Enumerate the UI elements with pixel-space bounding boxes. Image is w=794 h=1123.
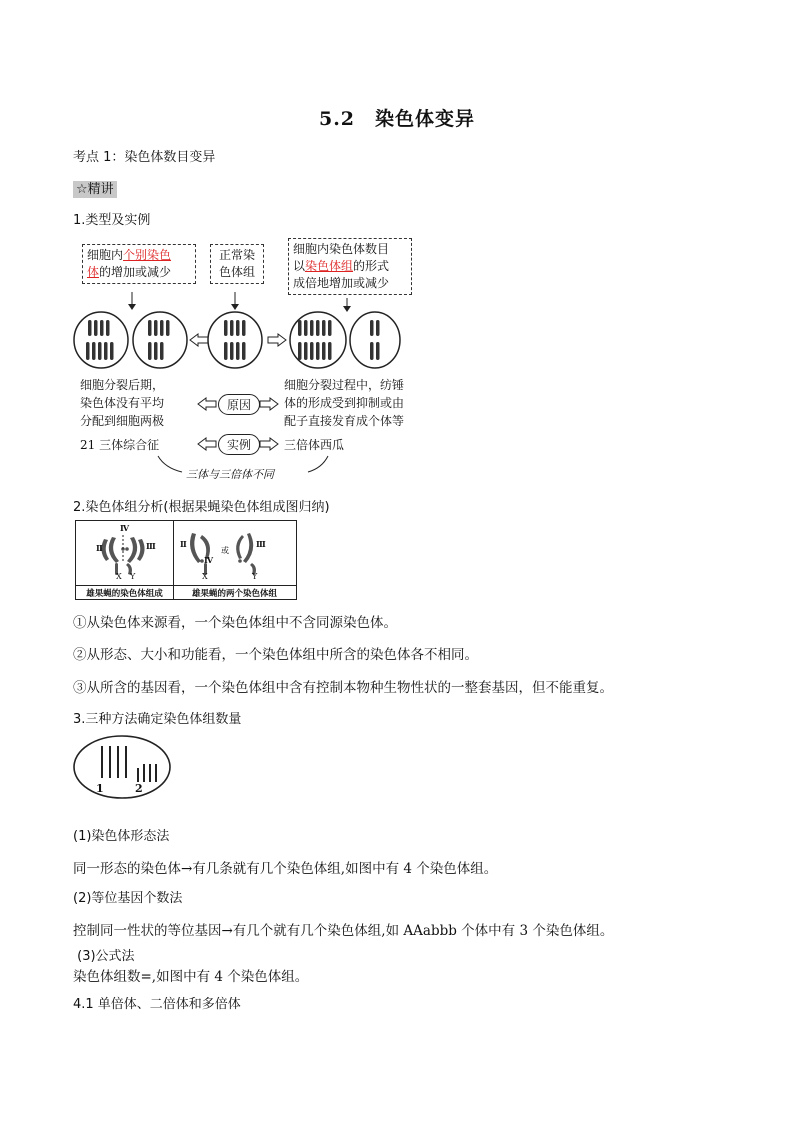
heading-ploidy: 4.1 单倍体、二倍体和多倍体 xyxy=(73,997,241,1012)
example-right: 三倍体西瓜 xyxy=(284,438,345,452)
badge-label: ☆精讲 xyxy=(73,181,117,198)
handwritten-note: 三体与三倍体不同 xyxy=(186,468,274,481)
label-x: X xyxy=(116,572,122,581)
cell-2 xyxy=(133,312,187,368)
label-iv-right: Ⅳ xyxy=(204,555,214,565)
method-3-text: 染色体组数=,如图中有 4 个染色体组。 xyxy=(73,969,309,985)
method-2-text: 控制同一性状的等位基因→有几个就有几个染色体组,如 AAabbb 个体中有 3 个染色体组。 xyxy=(73,923,614,939)
point-3: ③从所含的基因看，一个染色体组中含有控制本物种生物性状的一整套基因，但不能重复。 xyxy=(73,680,613,696)
box-right-line-2 xyxy=(293,258,407,275)
box-right-line-1: 细胞内染色体数目 xyxy=(293,242,390,256)
pill-example: 实例 xyxy=(218,434,260,455)
box-right-pre: 以 xyxy=(293,259,306,273)
box-right-line-3: 成倍地增加或减少 xyxy=(293,276,390,290)
example-left: 21 三体综合征 xyxy=(80,438,160,452)
box-left-text-2: 的增加或减少 xyxy=(99,265,172,279)
cause-right-line-3: 配子直接发育成个体等 xyxy=(284,414,405,428)
box-normal-set: 正常染色体组 xyxy=(210,244,264,284)
fruit-fly-figure xyxy=(75,520,297,600)
box-left-red-1: 个别染色 xyxy=(123,248,172,262)
box-left-text-1: 细胞内 xyxy=(87,248,124,262)
badge-jingjiang xyxy=(73,178,117,197)
cause-left-line-1: 细胞分裂后期， xyxy=(80,378,165,392)
section-heading: 考点 1：染色体数目变异 xyxy=(73,150,216,165)
heading-chromosome-set: 2.染色体组分析(根据果蝇染色体组成图归纳) xyxy=(73,500,330,515)
page-title: 5.2 染色体变异 xyxy=(318,108,476,130)
fly-caption-right: 雄果蝇的两个染色体组 xyxy=(191,589,277,599)
label-y-right: Y xyxy=(252,572,258,581)
cause-right-line-1: 细胞分裂过程中，纺锤 xyxy=(284,378,405,392)
heading-types: 1.类型及实例 xyxy=(73,213,151,228)
cell-5 xyxy=(350,312,400,368)
box-right-red: 染色体组 xyxy=(305,259,354,273)
cause-right-line-2: 体的形成受到抑制或由 xyxy=(284,396,405,410)
oval-label-2: 2 xyxy=(135,782,143,795)
caption-cell-right xyxy=(173,585,296,586)
label-or: 或 xyxy=(221,546,229,555)
label-iii-right: Ⅲ xyxy=(256,539,266,549)
chromosome-variation-diagram xyxy=(70,236,420,486)
heading-three-methods: 3.三种方法确定染色体组数量 xyxy=(73,712,242,727)
method-1-text: 同一形态的染色体→有几条就有几个染色体组,如图中有 4 个染色体组。 xyxy=(73,861,498,877)
box-left-red-2: 体 xyxy=(87,265,100,279)
cell-3 xyxy=(208,312,262,368)
cell-4 xyxy=(290,312,346,368)
method-1-title: (1)染色体形态法 xyxy=(73,829,170,844)
box-individual-change xyxy=(82,244,196,284)
fly-caption-left: 雄果蝇的染色体组成 xyxy=(86,589,163,599)
box-set-change xyxy=(288,238,412,295)
cause-right-text xyxy=(284,376,404,430)
point-1: ①从染色体来源看，一个染色体组中不含同源染色体。 xyxy=(73,615,397,631)
label-x-right: X xyxy=(202,572,208,581)
cell-1 xyxy=(74,312,128,368)
cause-left-line-3: 分配到细胞两极 xyxy=(80,414,165,428)
label-ii: Ⅱ xyxy=(96,543,103,553)
method-3-title: (3)公式法 xyxy=(73,949,135,964)
cause-left-text xyxy=(80,376,164,430)
label-iii: Ⅲ xyxy=(146,541,156,551)
oval-label-1: 1 xyxy=(96,782,104,795)
pill-cause: 原因 xyxy=(218,394,260,415)
box-right-post: 的形式 xyxy=(353,259,390,273)
caption-cell-left xyxy=(76,585,173,586)
oval-cell-graphic xyxy=(72,734,172,800)
cause-left-line-2: 染色体没有平均 xyxy=(80,396,165,410)
label-iv: Ⅳ xyxy=(120,523,130,533)
method-2-title: (2)等位基因个数法 xyxy=(73,891,183,906)
oval-cell-figure xyxy=(72,734,172,800)
point-2: ②从形态、大小和功能看，一个染色体组中所含的染色体各不相同。 xyxy=(73,647,478,663)
label-ii-right: Ⅱ xyxy=(180,539,187,549)
fly-chromosomes-graphic xyxy=(76,521,296,585)
label-y: Y xyxy=(130,572,136,581)
